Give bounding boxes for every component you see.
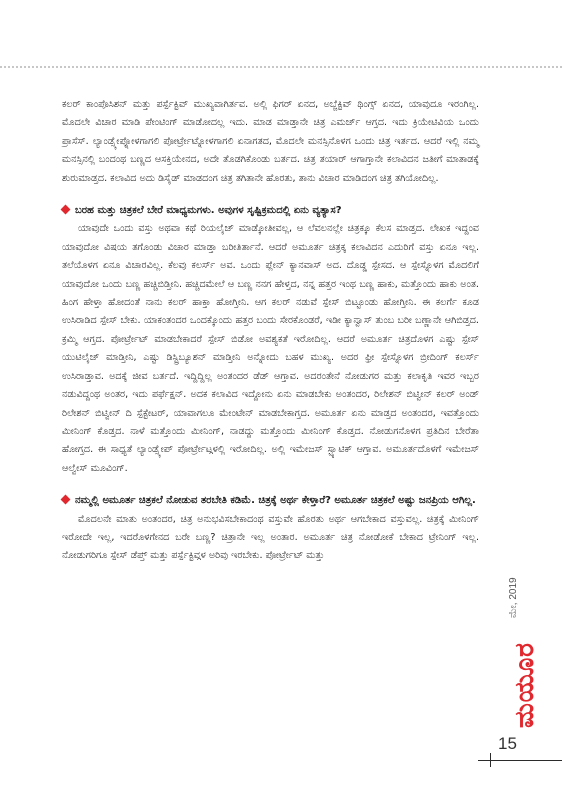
answer-paragraph: ಮೊದಲನೇ ಮಾತು ಅಂತಂದರ, ಚಿತ್ರ ಅನುಭವಿಸಬೇಕಾದಂಥ ವಸ್ತುವೇ ಹೊರತು ಅರ್ಥ ಆಗಬೇಕಾದ ವಸ್ತುವಲ್ಲ. ಚಿತ್ರಕ್ಕೆ ಮೀನಿಂಗ್ ಇರೋದೇ ಇಲ್ಲ, ಇದರೊಳಗೇನದ ಬರೇ ಬಣ್ಣ? ಚಿತ್ರಾನೇ ಇಲ್ಲ ಅಂತಾರ. ಅಮೂರ್ತ ಚಿತ್ರ ನೋಡೋಕೆ ಬೇಕಾದ ಟ್ರೇನಿಂಗ್ ಇಲ್ಲ. ನೋಡುಗರಿಗೂ ಸ್ಪೇಸ್ ಡೆಪ್ತ್ ಮತ್ತು ಪರ್ಸ್ಪೆಕ್ಟಿವ್ಗಳ ಅರಿವು ಇರಬೇಕು. ಪೋರ್ಟ್ರೇಟ್ ಮತ್ತು	[62, 513, 479, 562]
diamond-bullet-icon	[61, 495, 71, 505]
question-text: ನಮ್ಮಲ್ಲಿ ಅಮೂರ್ತ ಚಿತ್ರಕಲೆ ನೋಡುವ ತರಬೇತಿ ಕಡಿಮೆ. ಚಿತ್ರಕ್ಕೆ ಅರ್ಥ ಕೇಳ್ತಾರೆ? ಅಮೂರ್ತ ಚಿತ್ರಕಲೆ ಅಷ್ಟು ಜನಪ್ರಿಯ ಆಗಿಲ್ಲ.	[75, 495, 476, 507]
diamond-bullet-icon	[61, 205, 71, 215]
article-paragraph: ಕಲರ್ ಕಾಂಪೊಸಿಶನ್ ಮತ್ತು ಪರ್ಸ್ಪೆಕ್ಟಿವ್ ಮುಖ್ಯವಾಗಿರ್ತವ. ಅಲ್ಲಿ ಫಿಗರ್ ಏನದ, ಅಬ್ಜೆಕ್ಟಿವ್ ಥಿಂಗ್ಸ್ ಏನದ, ಯಾವುದೂ ಇರಂಗಿಲ್ಲ. ಮೊದಲೇ ವಿಚಾರ ಮಾಡಿ ಪೇಂಟಿಂಗ್ ಮಾಡೋದಲ್ಲ ಇದು. ಮಾಡ ಮಾಡ್ತಾನೇ ಚಿತ್ರ ಎಮರ್ಜ್ ಆಗ್ತದ. ಇದು ಕ್ರಿಯೇಟಿವಿಯ ಒಂದು ಪ್ರಾಸೆಸ್. ಲ್ಯಾಂಡ್ಸ್ಕೇಪ್ನೋಳಗಾಗಲಿ ಪೋರ್ಟ್ರೇಟ್ನೋಳಗಾಗಲಿ ಏನಾಗತದ, ಮೊದಲೇ ಮನಸ್ಸಿನೊಳಗ ಒಂದು ಚಿತ್ರ ಇರ್ತದ. ಆದರೆ ಇಲ್ಲಿ ನಮ್ಮ ಮನಸ್ಸಿನಲ್ಲಿ ಬಂದಂಥ ಬಣ್ಣದ ಆಸಕ್ತಿಯೇನದ, ಅದೇ ತೊಡಗಿಕೊಂಡು ಬರ್ತದ. ಚಿತ್ರ ತಯಾರ್ ಆಗಾಗ್ತಾನೇ ಕಲಾವಿದನ ಜತೀಗೆ ಮಾತಾಡಕ್ಕೆ ಶುರುಮಾಡ್ತದ. ಕಲಾವಿದ ಅದು ಡಿಸೈಡ್ ಮಾಡದಂಗ ಚಿತ್ರ ತಗಿತಾನೇ ಹೊರತು, ತಾನು ವಿಚಾರ ಮಾಡಿದಂಗ ಚಿತ್ರ ತಗಿಯೋದಿಲ್ಲ.	[62, 99, 479, 184]
question-text: ಬರಹ ಮತ್ತು ಚಿತ್ರಕಲೆ ಬೇರೆ ಮಾಧ್ಯಮಗಳು. ಅವುಗಳ ಸೃಷ್ಟಿಕ್ರಮದಲ್ಲಿ ಏನು ವ್ಯತ್ಯಾಸ?	[75, 205, 342, 217]
top-dotted-rule	[0, 66, 562, 68]
article-body	[62, 96, 479, 566]
answer-paragraph: ಯಾವುದೇ ಒಂದು ವಸ್ತು ಅಥವಾ ಕಥೆ ರಿಯಲೈಜ್ ಮಾಡ್ಕೋತೀವಲ್ಲ, ಆ ಲೆವಲನಲ್ಲೇ ಚಿತ್ರಕ್ಕೂ ಕೆಲಸ ಮಾಡ್ತದ. ಲೇಖಕ ಇದ್ದಂವ ಯಾವುದೋ ವಿಷಯ ತಗೊಂಡು ವಿಚಾರ ಮಾಡ್ತಾ ಬರೀತಿರ್ತಾನೆ. ಆದರೆ ಅಮೂರ್ತ ಚಿತ್ರಕ್ಕ ಕಲಾವಿದನ ಎದುರಿಗೆ ವಸ್ತು ಏನೂ ಇಲ್ಲ. ತಲೆಯೊಳಗ ಏನೂ ವಿಚಾರವಿಲ್ಲ. ಕೆಲವು ಕಲರ್ಸ್ ಅವ. ಒಂದು ಪ್ಲೇನ್ ಕ್ಯಾನವಾಸ್ ಅದ. ದೊಡ್ಡ ಸ್ಪೇಸದ. ಆ ಸ್ಪೇಸ್ನೊಳಗ ಮೊದಲಿಗೆ ಯಾವುದೋ ಒಂದು ಬಣ್ಣ ಹಚ್ಚಿಬಿಡ್ತೀನಿ. ಹಚ್ಚಿದಮೇಲೆ ಆ ಬಣ್ಣ ನನಗ ಹೇಳ್ತದ, ನನ್ನ ಹತ್ತರ ಇಂಥ ಬಣ್ಣ ಹಾಕು, ಮತ್ತೊಂದು ಹಾಕು ಅಂತ. ಹಿಂಗ ಹೇಳ್ತಾ ಹೋದಂತೆ ನಾನು ಕಲರ್ ಹಾಕ್ತಾ ಹೋಗ್ತೀನಿ. ಆಗ ಕಲರ್ ನಡುವೆ ಸ್ಪೇಸ್ ಬಿಟ್ಟೂಂಡು ಹೋಗ್ತೀನಿ. ಈ ಕಲರ್ಗೆ ಕೂಡ ಉಸಿರಾಡಿದ ಸ್ಪೇಸ್ ಬೇಕು. ಯಾಕಂತಂದರ ಒಂದಕ್ಕೊಂದು ಹತ್ತರ ಬಂದು ಸೇರಕೊಂಡರೆ, ಇಡೀ ಕ್ಯಾನ್ವಾಸ್ ತುಂಬ ಬರೀ ಬಣ್ಣಾನೇ ಆಗಿಬಿಡ್ತದ. ಕ್ರಮ್ಮಿ ಆಗ್ತದ. ಪೋರ್ಟ್ರೇಟ್ ಮಾಡಬೇಕಾದರೆ ಸ್ಪೇಸ್ ಬಿಡೋ ಅವಶ್ಯಕತೆ ಇರೋದಿಲ್ಲ. ಆದರೆ ಅಮೂರ್ತ ಚಿತ್ರದೊಳಗ ಎಷ್ಟು ಸ್ಪೇಸ್ ಯುಟಿಲೈಜ್ ಮಾಡ್ತೀನಿ, ಎಷ್ಟು ಡಿಸ್ಟ್ರಿಬ್ಯೂಶನ್ ಮಾಡ್ತೀನಿ ಅನ್ನೋದು ಬಹಳ ಮುಖ್ಯ. ಅದರ ಫ್ರೀ ಸ್ಪೇಸ್ನೊಳಗ ಬ್ರೀದಿಂಗ್ ಕಲರ್ಸ್ ಉಸಿರಾಡ್ತಾವ. ಅದಕ್ಕೆ ಜೀವ ಬರ್ತದೆ. ಇದ್ದಿದ್ದಿಲ್ಲ ಅಂತಂದರ ಡೆಡ್ ಆಗ್ತಾವ. ಅದರಂತೇನೆ ನೋಡುಗರ ಮತ್ತು ಕಲಾಕೃತಿ ಇವರ ಇಬ್ಬರ ನಡುವಿದ್ದಂಥ ಅಂತರ, ಇದು ಪರ್ಫೆಕ್ಷನ್. ಅದಕ ಕಲಾವಿದ ಇದ್ದೋನು ಏನು ಮಾಡಬೇಕು ಅಂತಂದರ, ರಿಲೇಶನ್ ಬಿಟ್ವೀನ್ ಕಲರ್ ಅಂಡ್ ರಿಲೇಶನ್ ಬಿಟ್ವೀನ್ ದಿ ಸ್ಪೆಕ್ಟೇಟರ್, ಯಾವಾಗಲೂ ಮೇಂಟೇನ್ ಮಾಡಬೇಕಾಗ್ತದ. ಅಮೂರ್ತ ಏನು ಮಾಡ್ತದ ಅಂತಂದರ, ಇವತ್ತೊಂದು ಮೀನಿಂಗ್ ಕೊಡ್ತದ. ನಾಳೆ ಮತ್ತೊಂದು ಮೀನಿಂಗ್, ನಾಡದ್ದು ಮತ್ತೊಂದು ಮೀನಿಂಗ್ ಕೊಡ್ತದ. ನೋಡುಗನೊಳಗ ಪ್ರತಿದಿನ ಬೇರೆತಾ ಹೋಗ್ತದ. ಈ ಸಾಧ್ಯತೆ ಲ್ಯಾಂಡ್ಸ್ಕೇಪ್ ಪೋರ್ಟ್ರೇಟ್ಗಳಲ್ಲಿ ಇರೋದಿಲ್ಲ. ಅಲ್ಲಿ ಇಮೇಜಸ್ ಸ್ಟ್ಯಾಟಿಕ್ ಆಗ್ತಾವ. ಅಮೂರ್ತದೊಳಗೆ ಇಮೇಜಸ್ ಆಲ್ವೇಸ್ ಮೂವಿಂಗ್.	[62, 223, 479, 474]
page-number: 15	[498, 734, 517, 753]
issue-date: ಮೇ, 2019	[508, 577, 519, 618]
question-heading	[62, 202, 479, 220]
page-number-tick	[490, 753, 491, 767]
magazine-logo: ಮಯೂರ	[510, 642, 540, 728]
question-heading	[62, 492, 479, 510]
